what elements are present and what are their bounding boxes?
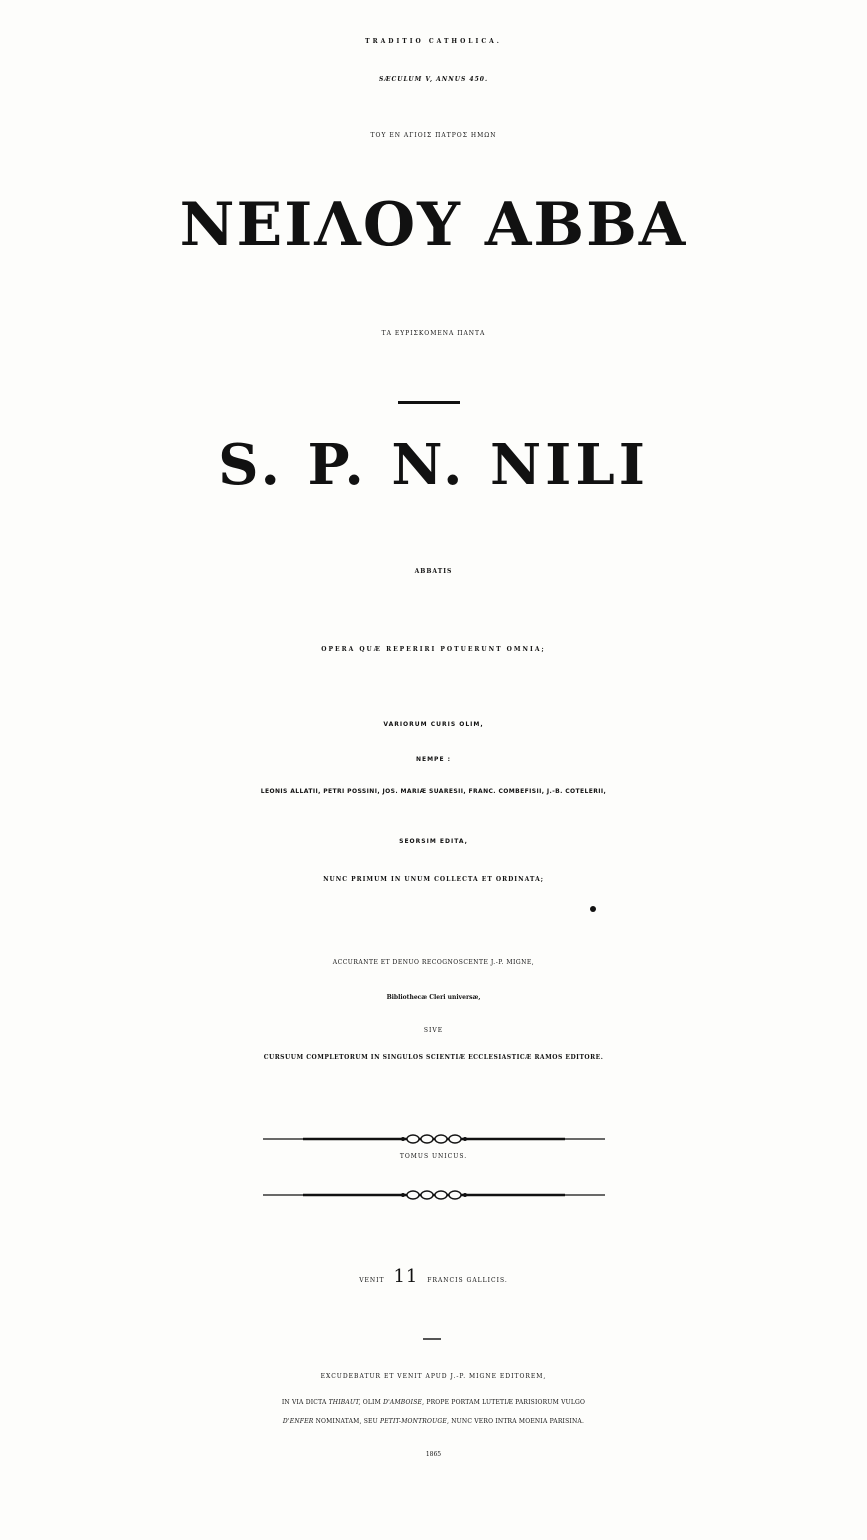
nempe-line: NEMPE : [415, 756, 452, 763]
bibliotheca-line: Bibliothecæ Cleri universæ, [386, 994, 481, 1001]
imprint-den-3: NUNC VERO INTRA MOENIA PARISINA. [451, 1418, 585, 1425]
publication-year: 1865 [425, 1451, 442, 1458]
price-number: 11 [393, 1266, 419, 1287]
imprint-via-3: PROPE PORTAM LUTETIÆ PARISIORUM VULGO [426, 1399, 586, 1406]
tomus-unicus: TOMUS UNICUS. [399, 1153, 468, 1160]
seorsim-line: SEORSIM EDITA, [399, 838, 468, 845]
price-line [0, 1266, 867, 1287]
imprint-location-line [0, 1418, 867, 1425]
short-rule-imprint [423, 1338, 441, 1340]
price-suffix: FRANCIS GALLICIS. [427, 1277, 508, 1284]
imprint-excudebatur: EXCUDEBATUR ET VENIT APUD J.-P. MIGNE EDITOREM, [320, 1373, 547, 1380]
imprint-denfer: D'ENFER [282, 1418, 314, 1425]
imprint-address-line [0, 1399, 867, 1406]
latin-subtitle-abbatis: ABBATIS [414, 568, 453, 575]
imprint-amboise: D'AMBOISE, [383, 1399, 425, 1406]
price-prefix: VENIT [359, 1277, 385, 1284]
opera-line: OPERA QUÆ REPERIRI POTUERUNT OMNIA; [321, 646, 546, 653]
greek-preface-line: ΤΟΥ ΕΝ ΑΓΙΟΙΣ ΠΑΤΡΟΣ ΗΜΩΝ [370, 132, 497, 139]
variorum-line: VARIORUM CURIS OLIM, [383, 721, 484, 728]
ornamental-rule-top [263, 1131, 605, 1147]
latin-main-title: S. P. N. NILI [218, 432, 649, 498]
century-year-line: SÆCULUM V, ANNUS 450. [378, 76, 489, 83]
imprint-den-2: NOMINATAM, SEU [315, 1418, 378, 1425]
nunc-primum-line: NUNC PRIMUM IN UNUM COLLECTA ET ORDINATA; [323, 876, 544, 883]
greek-main-title: ΝΕΙΛΟΥ ΑΒΒΑ [179, 190, 688, 260]
editors-line: LEONIS ALLATII, PETRI POSSINI, JOS. MARIÆ SUARESII, FRANC. COMBEFISII, J.-B. COTELERII, [260, 788, 607, 795]
sive-line: SIVE [423, 1027, 444, 1034]
imprint-petit-montrouge: PETIT-MONTROUGE, [379, 1418, 450, 1425]
collection-title: TRADITIO CATHOLICA. [365, 38, 502, 45]
imprint-thibaut: THIBAUT, [328, 1399, 361, 1406]
imprint-via-2: OLIM [362, 1399, 381, 1406]
greek-subtitle: ΤΑ ΕΥΡΙΣΚΟΜΕΝΑ ΠΑΝΤΑ [381, 330, 486, 337]
ink-dot [590, 906, 596, 912]
ornamental-rule-bottom [263, 1187, 605, 1203]
short-rule [398, 401, 460, 404]
cursuum-line: CURSUUM COMPLETORUM IN SINGULOS SCIENTIÆ ECCLESIASTICÆ RAMOS EDITORE. [263, 1054, 604, 1061]
accurante-line: ACCURANTE ET DENUO RECOGNOSCENTE J.-P. MIGNE, [332, 959, 535, 966]
imprint-via-1: IN VIA DICTA [281, 1399, 327, 1406]
